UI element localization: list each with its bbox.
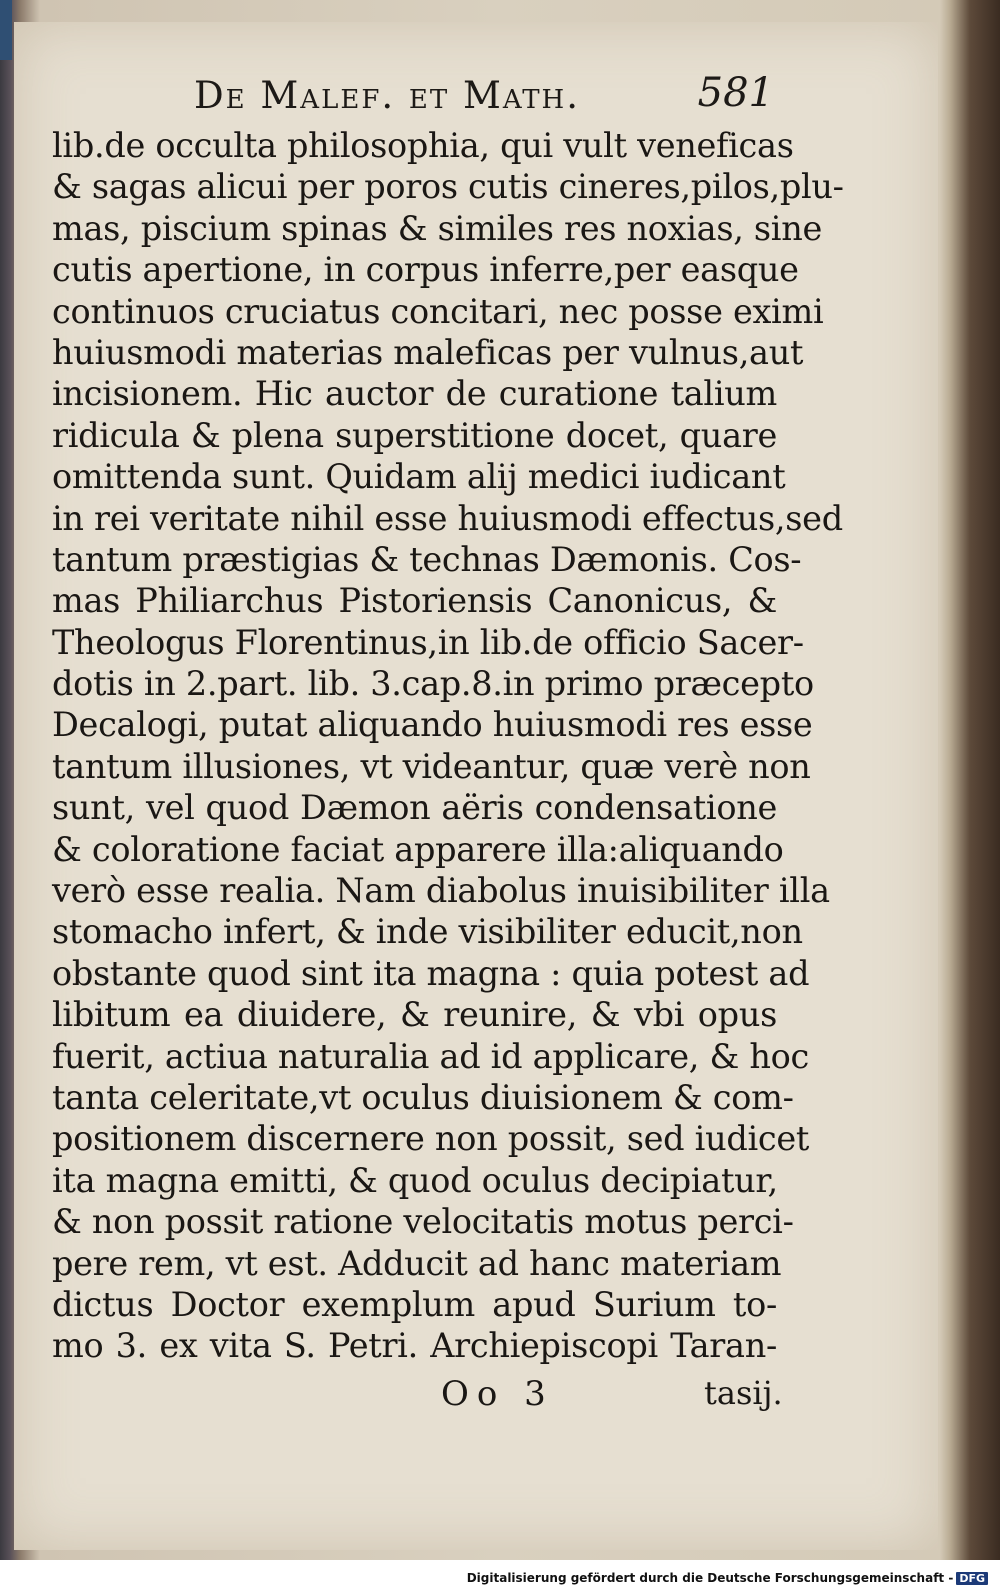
text-line: & non possit ratione velocitatis motus perci- bbox=[52, 1202, 794, 1242]
text-line: tantum illusiones, vt videantur, quæ verè non bbox=[52, 746, 811, 786]
text-line: omittenda sunt. Quidam alij medici iudicant bbox=[52, 457, 786, 497]
text-line: sunt, vel quod Dæmon aëris condensatione bbox=[52, 788, 777, 828]
text-line: positionem discernere non possit, sed iudicet bbox=[52, 1119, 810, 1159]
text-line: mas Philiarchus Pistoriensis Canonicus, & bbox=[52, 581, 777, 621]
text-line: in rei veritate nihil esse huiusmodi effectus,sed bbox=[52, 498, 843, 538]
text-line: fuerit, actiua naturalia ad id applicare, & hoc bbox=[52, 1036, 809, 1076]
running-title: De Malef. et Math. bbox=[194, 74, 580, 117]
text-line: obstante quod sint ita magna : quia potest ad bbox=[52, 953, 810, 993]
text-line: incisionem. Hic auctor de curatione talium bbox=[52, 374, 777, 414]
text-line: ridicula & plena superstitione docet, quare bbox=[52, 415, 777, 455]
page-header bbox=[194, 70, 774, 120]
text-line: tanta celeritate,vt oculus diuisionem & com- bbox=[52, 1077, 794, 1117]
dfg-logo: DFG bbox=[956, 1572, 988, 1585]
text-line: mas, piscium spinas & similes res noxias, sine bbox=[52, 208, 823, 248]
text-line: mo 3. ex vita S. Petri. Archiepiscopi Taran- bbox=[52, 1326, 777, 1366]
text-line: & coloratione faciat apparere illa:aliquando bbox=[52, 829, 784, 869]
text-line: verò esse realia. Nam diabolus inuisibiliter illa bbox=[52, 871, 830, 911]
credit-text: Digitalisierung gefördert durch die Deutsche Forschungsgemeinschaft - bbox=[466, 1571, 954, 1585]
signature-mark: Oo 3 bbox=[441, 1374, 554, 1414]
text-line: tantum præstigias & technas Dæmonis. Cos- bbox=[52, 539, 802, 579]
binding-edge bbox=[0, 0, 12, 60]
text-line: ita magna emitti, & quod oculus decipiatur, bbox=[52, 1160, 778, 1200]
catchword: tasij. bbox=[704, 1374, 783, 1412]
text-line: libitum ea diuidere, & reunire, & vbi opus bbox=[52, 995, 777, 1035]
text-line: Decalogi, putat aliquando huiusmodi res esse bbox=[52, 705, 813, 745]
text-line: & sagas alicui per poros cutis cineres,pilos,plu- bbox=[52, 167, 844, 207]
text-line: continuos cruciatus concitari, nec posse eximi bbox=[52, 291, 824, 331]
book-page bbox=[14, 22, 938, 1550]
text-line: pere rem, vt est. Adducit ad hanc materiam bbox=[52, 1243, 782, 1283]
funding-credit bbox=[467, 1571, 988, 1585]
text-line: Theologus Florentinus,in lib.de officio Sacer- bbox=[52, 622, 804, 662]
body-text bbox=[52, 125, 844, 1367]
page-number: 581 bbox=[697, 70, 774, 116]
text-line: dictus Doctor exemplum apud Surium to- bbox=[52, 1284, 777, 1324]
text-line: cutis apertione, in corpus inferre,per easque bbox=[52, 250, 799, 290]
text-line: huiusmodi materias maleficas per vulnus,aut bbox=[52, 332, 804, 372]
text-line: lib.de occulta philosophia, qui vult veneficas bbox=[52, 126, 794, 165]
text-line: stomacho infert, & inde visibiliter educit,non bbox=[52, 912, 803, 952]
text-line: dotis in 2.part. lib. 3.cap.8.in primo præcepto bbox=[52, 664, 814, 704]
page-footer bbox=[14, 1374, 784, 1418]
